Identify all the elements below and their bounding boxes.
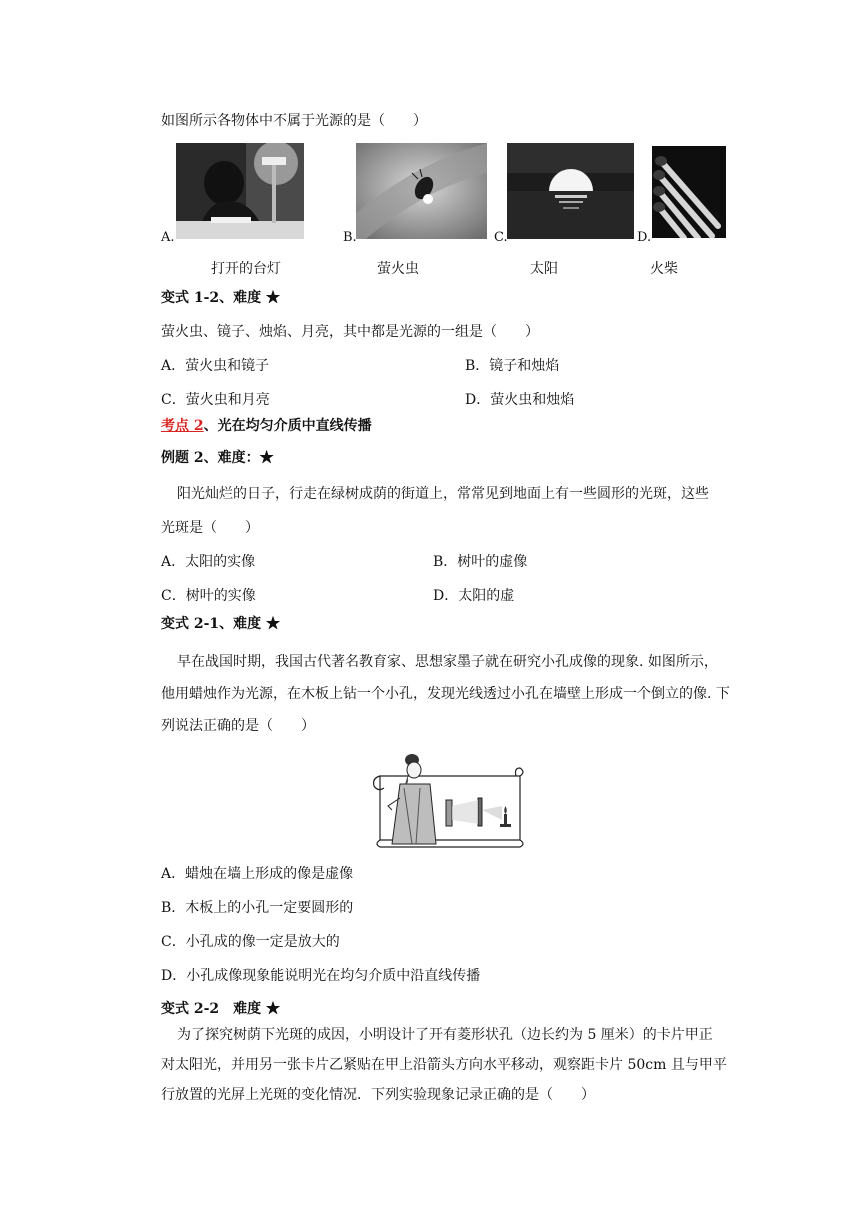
- section-heading: [161, 416, 372, 436]
- question-stem: 如图所示各物体中不属于光源的是（ ）: [161, 113, 427, 129]
- caption-sun: 太阳: [530, 261, 558, 277]
- option-b: B．木板上的小孔一定要圆形的: [161, 900, 354, 916]
- caption-desk-lamp: 打开的台灯: [211, 261, 281, 277]
- option-a-letter: A.: [161, 230, 175, 245]
- option-d: D．太阳的虚: [433, 588, 515, 604]
- firefly-photo: [356, 143, 487, 239]
- option-b: B．镜子和烛焰: [465, 358, 560, 374]
- sun-photo: [507, 143, 634, 239]
- variant-2-1-stem-line3: 列说法正确的是（ ）: [161, 718, 315, 734]
- option-d: D．萤火虫和烛焰: [465, 392, 575, 408]
- variant-1-2-stem: 萤火虫、镜子、烛焰、月亮，其中都是光源的一组是（ ）: [161, 324, 539, 340]
- example-2-heading: 例题 2、难度：★: [161, 450, 274, 466]
- variant-2-1-heading: 变式 2-1、难度 ★: [161, 616, 281, 632]
- mozi-pinhole-illustration: [370, 748, 524, 848]
- caption-firefly: 萤火虫: [377, 261, 419, 277]
- variant-2-2-stem-line2: 对太阳光，并用另一张卡片乙紧贴在甲上沿箭头方向水平移动，观察距卡片 50cm 且与甲平: [161, 1057, 727, 1073]
- option-c-letter: C.: [494, 230, 508, 245]
- variant-2-2-heading: 变式 2-2 难度 ★: [161, 1001, 281, 1017]
- example-2-stem-line1: 阳光灿烂的日子，行走在绿树成荫的街道上，常常见到地面上有一些圆形的光斑，这些: [177, 486, 709, 502]
- option-d-letter: D.: [637, 230, 652, 245]
- variant-1-2-heading: 变式 1-2、难度 ★: [161, 290, 281, 306]
- option-a: A．蜡烛在墙上形成的像是虚像: [161, 866, 354, 882]
- option-c: C．树叶的实像: [161, 588, 256, 604]
- option-a: A．萤火虫和镜子: [161, 358, 270, 374]
- option-c: C．萤火虫和月亮: [161, 392, 270, 408]
- variant-2-2-stem-line1: 为了探究树荫下光斑的成因，小明设计了开有菱形状孔（边长约为 5 厘米）的卡片甲正: [177, 1027, 713, 1043]
- variant-2-1-stem-line2: 他用蜡烛作为光源，在木板上钻一个小孔，发现光线透过小孔在墙壁上形成一个倒立的像. 下: [161, 686, 730, 702]
- matches-photo: [652, 146, 726, 238]
- variant-2-1-stem-line1: 早在战国时期，我国古代著名教育家、思想家墨子就在研究小孔成像的现象. 如图所示，: [177, 654, 718, 670]
- option-b: B．树叶的虚像: [433, 554, 528, 570]
- section-tag: 考点 2: [161, 418, 204, 434]
- option-b-letter: B.: [343, 230, 357, 245]
- option-c: C．小孔成的像一定是放大的: [161, 934, 340, 950]
- desk-lamp-photo: [176, 143, 304, 239]
- caption-matches: 火柴: [650, 261, 678, 277]
- example-2-stem-line2: 光斑是（ ）: [161, 520, 259, 536]
- section-title: 、光在均匀介质中直线传播: [203, 418, 372, 434]
- variant-2-2-stem-line3: 行放置的光屏上光斑的变化情况．下列实验现象记录正确的是（ ）: [161, 1087, 595, 1103]
- option-a: A．太阳的实像: [161, 554, 256, 570]
- option-d: D．小孔成像现象能说明光在均匀介质中沿直线传播: [161, 968, 481, 984]
